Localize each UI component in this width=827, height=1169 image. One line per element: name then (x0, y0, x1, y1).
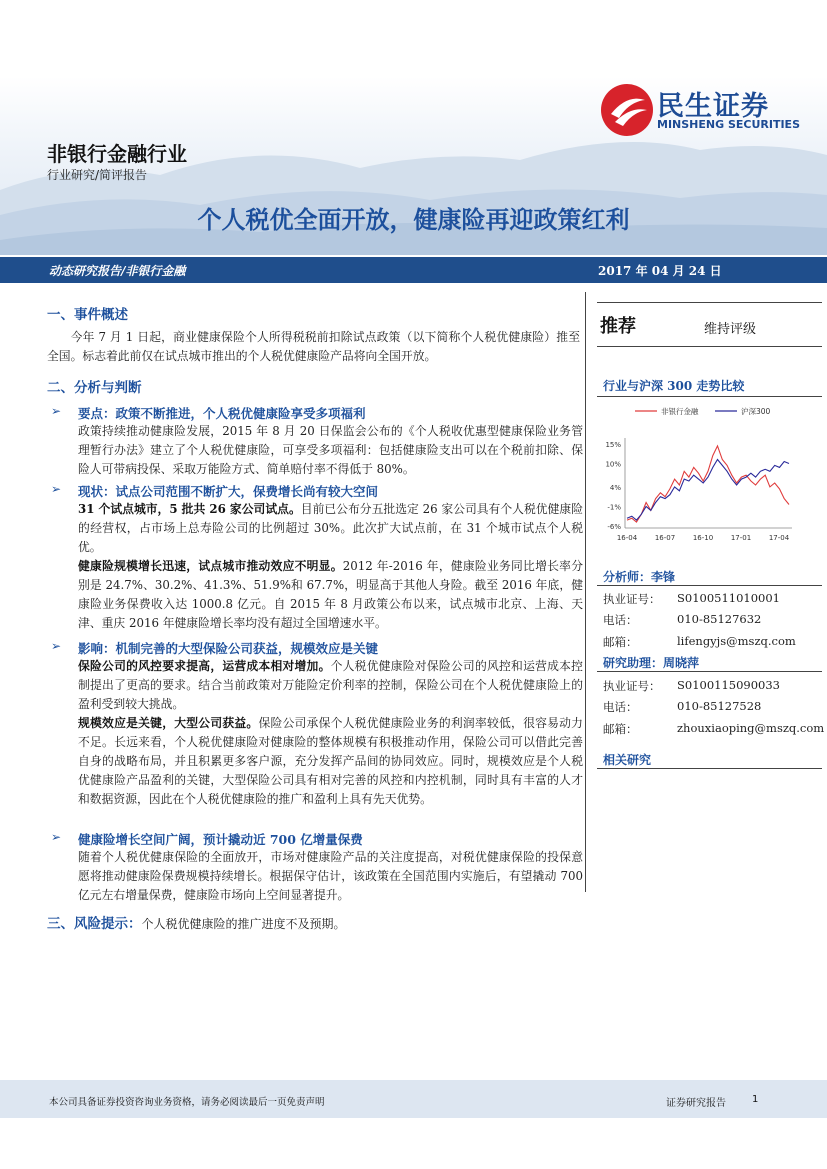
report-title: 个人税优全面开放，健康险再迎政策红利 (197, 206, 630, 234)
point-3-para-1 (78, 657, 583, 714)
point-3-heading: 影响：机制完善的大型保险公司获益，规模效应是关键 (78, 641, 379, 656)
column-divider (585, 292, 586, 892)
related-rule (597, 768, 822, 769)
point-2-para-1-text: 目前已公布分五批选定 26 家公司具有个人税优健康险的经营权，占市场上总寿险公司的比例超过 30%。此次扩大试点前，在 31 个城市试点个人税优。 (78, 502, 583, 554)
analyst-phone-label: 电话： (603, 613, 638, 627)
y-tick-label: 15% (605, 440, 621, 449)
point-2-para-2 (78, 557, 583, 633)
point-4-heading: 健康险增长空间广阔，预计撬动近 700 亿增量保费 (78, 832, 363, 847)
x-tick-label: 16-04 (616, 534, 638, 542)
rating-rule-bottom (597, 346, 822, 347)
point-2-heading: 现状：试点公司范围不断扩大，保费增长尚有较大空间 (78, 484, 379, 499)
related-research-label: 相关研究 (603, 753, 652, 767)
analyst-email[interactable]: lifengyjs@mszq.com (677, 634, 796, 648)
series-line-1 (627, 446, 789, 522)
report-type: 行业研究/简评报告 (47, 168, 148, 182)
point-2-para-1-lead: 31 个试点城市，5 批共 26 家公司试点。 (78, 502, 301, 516)
assistant-email-label: 邮箱： (603, 722, 638, 736)
assistant-email[interactable]: zhouxiaoping@mszq.com (677, 721, 825, 735)
y-tick-label: 4% (609, 483, 621, 492)
chart-rule (597, 396, 822, 397)
analyst-label: 分析师：李锋 (603, 570, 676, 584)
point-3-para-1-text: 个人税优健康险对保险公司的风控和运营成本控制提出了更高的要求。结合当前政策对万能险定价利率的控制，保险公司在个人税优健康险上的盈利受到较大挑战。 (78, 659, 583, 711)
assistant-label: 研究助理：周晓萍 (603, 656, 700, 670)
x-tick-label: 17-01 (730, 534, 752, 542)
logo-name-en: MINSHENG SECURITIES (657, 118, 800, 131)
y-tick-label: -6% (607, 523, 621, 531)
point-2-para-2-lead: 健康险规模增长迅速，试点城市推动效应不明显。 (78, 559, 343, 573)
point-2-para-2-text: 2012 年-2016 年，健康险业务同比增长率分别是 24.7%、30.2%、41.3%、51.9%和 67.7%，明显高于其他人身险。截至 2016 年底，健康险业务保费收入达 1000.8 亿元。自 2015 年 8 月政策公布以来，试点城市北京、上海、天津、重庆 2016 年健康险增长率均没有超过全国增速水平。 (78, 559, 583, 630)
point-4-body: 随着个人税优健康保险的全面放开，市场对健康险产品的关注度提高，对税优健康保险的投保意愿将推动健康险保费规模持续增长。根据保守估计，该政策在全国范围内实施后，有望撬动 700 亿元左右增量保费，健康险市场向上空间显著提升。 (78, 850, 583, 902)
assistant-phone-label: 电话： (603, 700, 638, 714)
bullet-arrow-icon: ➢ (51, 404, 62, 418)
x-tick-label: 16-10 (692, 534, 714, 542)
point-1-heading: 要点：政策不断推进，个人税优健康险享受多项福利 (78, 406, 366, 421)
assistant-cert-label: 执业证号： (603, 679, 661, 693)
x-tick-label: 17-04 (768, 534, 790, 542)
y-tick-label: 10% (605, 460, 621, 469)
rating-sub: 维持评级 (704, 322, 757, 337)
series-line-2 (627, 460, 789, 521)
analyst-rule (597, 585, 822, 586)
point-3-para-2-lead: 规模效应是关键，大型公司获益。 (78, 716, 259, 730)
bullet-arrow-icon: ➢ (51, 482, 62, 496)
point-3-para-2 (78, 714, 583, 809)
footer-disclaimer: 本公司具备证券投资咨询业务资格，请务必阅读最后一页免责声明 (49, 1097, 325, 1108)
analyst-email-label: 邮箱： (603, 635, 638, 649)
sector-title: 非银行金融行业 (47, 142, 187, 166)
rating: 推荐 (600, 316, 636, 337)
point-3-para-2-text: 保险公司承保个人税优健康险业务的利润率较低，很容易动力不足。长远来看，个人税优健康险对健康险的整体规模有积极推动作用，保险公司可以借此完善自身的战略布局，并且积累更多客户源，充分发挥产品间的协同效应。同时，规模效应是个人税优健康险产品盈利的关键，大型保险公司具有相对完善的风控和内控机制，同时具有丰富的人才和数据资源，因此在个人税优健康险的推广和盈利上具有先天优势。 (78, 716, 583, 806)
logo-name: 民生证券 (657, 91, 769, 122)
report-date: 2017 年 04 月 24 日 (598, 264, 722, 278)
band-category: 动态研究报告/非银行金融 (49, 264, 186, 278)
legend-label-series-2: 沪深300 (741, 407, 771, 416)
assistant-cert: S0100115090033 (677, 678, 780, 692)
point-1-body: 政策持续推动健康险发展，2015 年 8 月 20 日保监会公布的《个人税收优惠型健康保险业务管理暂行办法》建立了个人税优健康险，可享受多项福利：包括健康险支出可以在个税前扣除、保险人可带病投保、采取万能险方式、简单赔付率不得低于 80%。 (78, 424, 583, 476)
analyst-cert-label: 执业证号： (603, 592, 661, 606)
section-1-heading: 一、事件概述 (47, 307, 128, 323)
chart-title: 行业与沪深 300 走势比较 (603, 379, 745, 393)
point-3-para-1-lead: 保险公司的风控要求提高，运营成本相对增加。 (78, 659, 331, 673)
section-2-heading: 二、分析与判断 (47, 380, 142, 396)
assistant-phone: 010-85127528 (677, 699, 762, 713)
section-1-body: 今年 7 月 1 日起，商业健康保险个人所得税税前扣除试点政策（以下简称个人税优健康险）推至全国。标志着此前仅在试点城市推出的个人税优健康险产品将向全国开放。 (47, 330, 580, 363)
analyst-phone: 010-85127632 (677, 612, 762, 626)
page-number: 1 (752, 1094, 759, 1105)
bullet-arrow-icon: ➢ (51, 830, 62, 844)
legend-label-series-1: 非银行金融 (661, 407, 699, 416)
section-3-heading: 三、风险提示： (47, 916, 142, 932)
assistant-rule (597, 671, 822, 672)
y-tick-label: -1% (607, 503, 621, 512)
logo-icon (601, 84, 653, 136)
risk-line (47, 912, 346, 932)
analyst-cert: S0100511010001 (677, 591, 780, 605)
footer-label: 证券研究报告 (666, 1098, 726, 1109)
point-2-para-1 (78, 500, 583, 557)
performance-chart (597, 400, 822, 550)
rating-rule-top (597, 302, 822, 303)
x-tick-label: 16-07 (654, 534, 676, 542)
bullet-arrow-icon: ➢ (51, 639, 62, 653)
risk-text: 个人税优健康险的推广进度不及预期。 (141, 917, 346, 931)
